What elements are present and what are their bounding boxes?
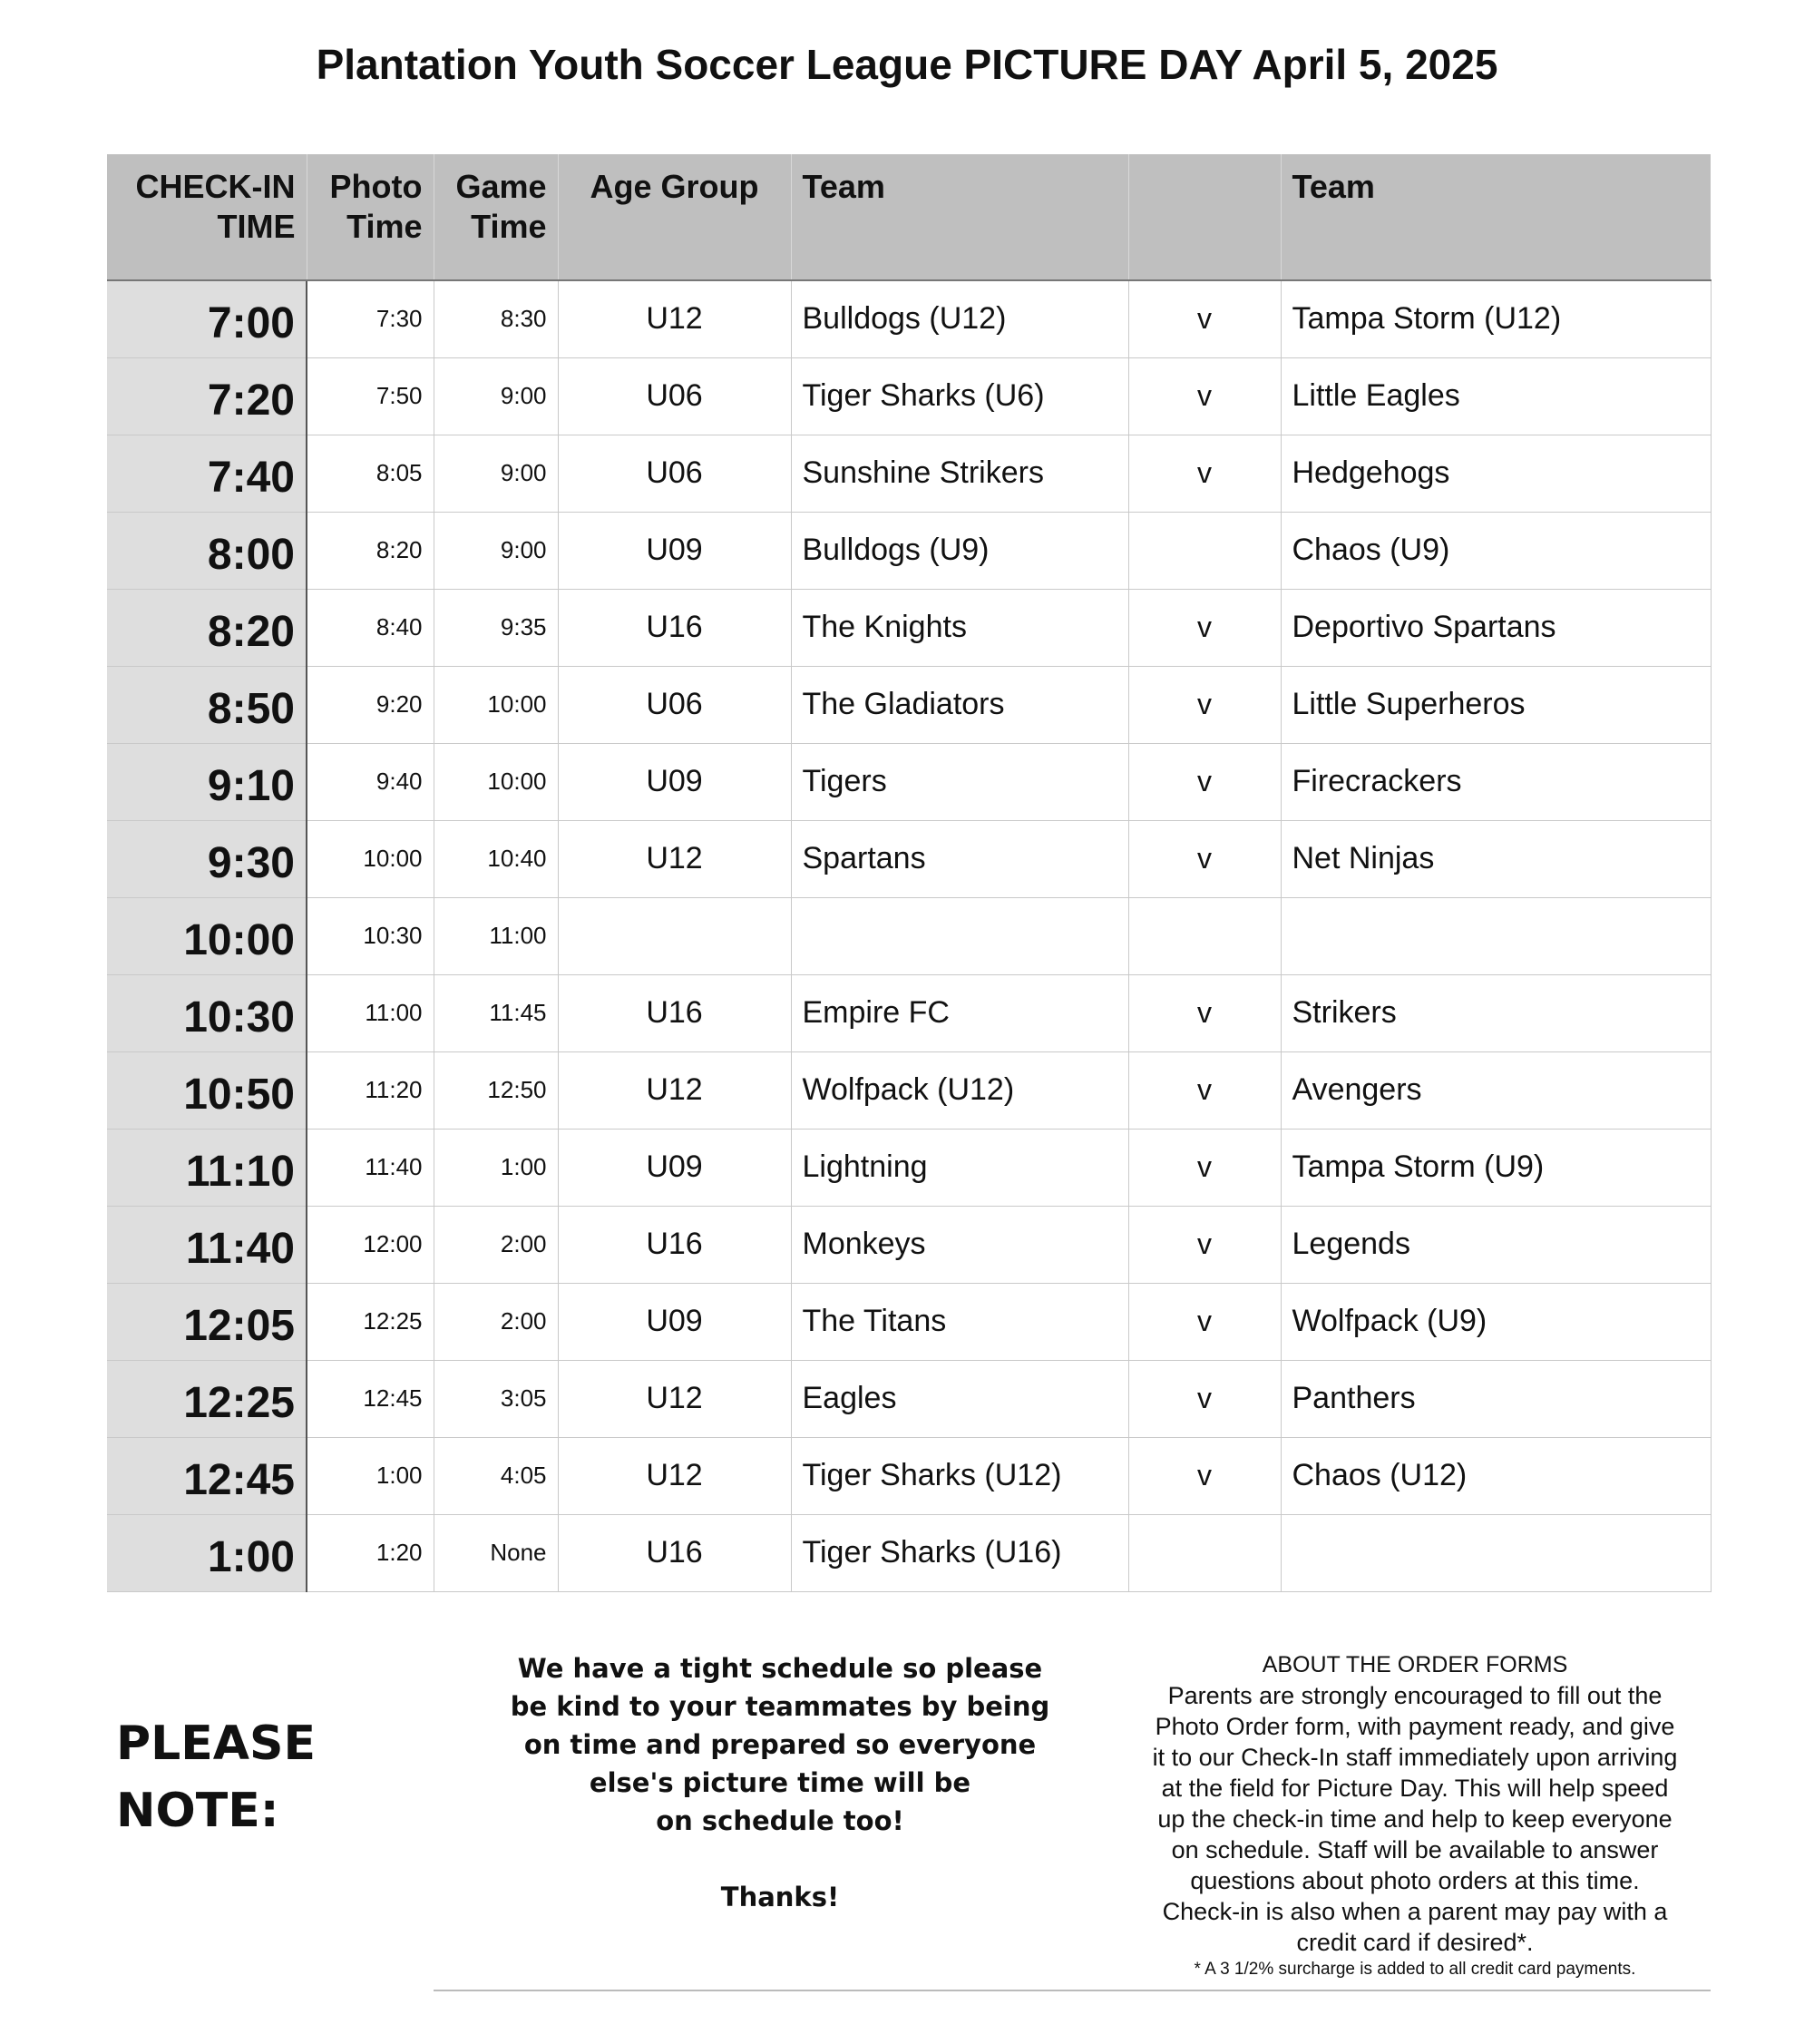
home-team-cell [791, 897, 1128, 974]
home-team-cell: Tigers [791, 743, 1128, 820]
photo-time-cell: 1:00 [307, 1437, 434, 1514]
home-team-cell: Bulldogs (U12) [791, 280, 1128, 357]
table-row [107, 1360, 1711, 1437]
away-team-cell [1281, 897, 1711, 974]
game-time-cell: 11:45 [434, 974, 558, 1051]
photo-time-cell: 12:45 [307, 1360, 434, 1437]
versus-cell [1128, 512, 1281, 589]
table-row [107, 512, 1711, 589]
order-forms-line: at the field for Picture Day. This will help speed [1161, 1775, 1669, 1802]
photo-time-cell: 12:00 [307, 1206, 434, 1283]
versus-cell: v [1128, 1206, 1281, 1283]
header-team-home: Team [791, 154, 1128, 280]
versus-cell [1128, 1514, 1281, 1591]
photo-time-cell: 8:05 [307, 435, 434, 512]
order-forms-info [1125, 1649, 1705, 1981]
reminder-line: be kind to your teammates by being [510, 1691, 1050, 1722]
table-row [107, 1514, 1711, 1591]
home-team-cell: Wolfpack (U12) [791, 1051, 1128, 1129]
order-forms-line: Check-in is also when a parent may pay with a [1162, 1898, 1668, 1925]
reminder-line: on schedule too! [656, 1805, 904, 1836]
header-checkin-time [107, 154, 307, 280]
age-group-cell: U12 [558, 280, 791, 357]
away-team-cell: Net Ninjas [1281, 820, 1711, 897]
table-row [107, 435, 1711, 512]
game-time-cell: 4:05 [434, 1437, 558, 1514]
table-row [107, 1129, 1711, 1206]
age-group-cell: U16 [558, 1206, 791, 1283]
order-forms-heading: ABOUT THE ORDER FORMS [1262, 1652, 1568, 1677]
photo-time-cell: 8:40 [307, 589, 434, 666]
home-team-cell: The Knights [791, 589, 1128, 666]
table-row [107, 357, 1711, 435]
home-team-cell: Monkeys [791, 1206, 1128, 1283]
checkin-time-cell: 7:20 [107, 357, 307, 435]
age-group-cell: U09 [558, 1129, 791, 1206]
photo-time-cell: 10:00 [307, 820, 434, 897]
age-group-cell: U16 [558, 1514, 791, 1591]
header-row [107, 154, 1711, 280]
away-team-cell: Chaos (U9) [1281, 512, 1711, 589]
table-row [107, 589, 1711, 666]
home-team-cell: Empire FC [791, 974, 1128, 1051]
away-team-cell [1281, 1514, 1711, 1591]
reminder-line: else's picture time will be [589, 1767, 971, 1798]
away-team-cell: Little Eagles [1281, 357, 1711, 435]
checkin-time-cell: 7:40 [107, 435, 307, 512]
away-team-cell: Tampa Storm (U9) [1281, 1129, 1711, 1206]
checkin-time-cell: 12:05 [107, 1283, 307, 1360]
photo-time-cell: 9:40 [307, 743, 434, 820]
home-team-cell: Spartans [791, 820, 1128, 897]
checkin-time-cell: 7:00 [107, 280, 307, 357]
please-note-line1: PLEASE [116, 1716, 316, 1771]
table-row [107, 1283, 1711, 1360]
age-group-cell: U06 [558, 357, 791, 435]
surcharge-footnote: * A 3 1/2% surcharge is added to all credit card payments. [1194, 1960, 1636, 1979]
header-age-group: Age Group [558, 154, 791, 280]
photo-time-cell: 9:20 [307, 666, 434, 743]
game-time-cell: 9:35 [434, 589, 558, 666]
table-row [107, 743, 1711, 820]
age-group-cell: U06 [558, 666, 791, 743]
photo-time-cell: 12:25 [307, 1283, 434, 1360]
order-forms-line: credit card if desired*. [1296, 1929, 1534, 1956]
game-time-cell: 2:00 [434, 1283, 558, 1360]
order-forms-line: up the check-in time and help to keep everyone [1157, 1805, 1673, 1833]
checkin-time-cell: 8:20 [107, 589, 307, 666]
checkin-time-cell: 12:45 [107, 1437, 307, 1514]
checkin-time-cell: 1:00 [107, 1514, 307, 1591]
versus-cell: v [1128, 1051, 1281, 1129]
away-team-cell: Wolfpack (U9) [1281, 1283, 1711, 1360]
header-checkin-line2: TIME [217, 208, 296, 245]
away-team-cell: Chaos (U12) [1281, 1437, 1711, 1514]
age-group-cell: U12 [558, 1360, 791, 1437]
age-group-cell: U12 [558, 820, 791, 897]
table-row [107, 897, 1711, 974]
away-team-cell: Little Superheros [1281, 666, 1711, 743]
checkin-time-cell: 9:30 [107, 820, 307, 897]
checkin-time-cell: 10:50 [107, 1051, 307, 1129]
versus-cell: v [1128, 280, 1281, 357]
versus-cell: v [1128, 1129, 1281, 1206]
age-group-cell: U06 [558, 435, 791, 512]
checkin-time-cell: 10:00 [107, 897, 307, 974]
versus-cell: v [1128, 1437, 1281, 1514]
game-time-cell: 3:05 [434, 1360, 558, 1437]
game-time-cell: 2:00 [434, 1206, 558, 1283]
header-checkin-line1: CHECK-IN [135, 168, 296, 205]
table-row [107, 974, 1711, 1051]
age-group-cell: U12 [558, 1437, 791, 1514]
age-group-cell: U16 [558, 974, 791, 1051]
versus-cell: v [1128, 435, 1281, 512]
home-team-cell: Tiger Sharks (U6) [791, 357, 1128, 435]
schedule-table [107, 154, 1712, 1592]
header-vs [1128, 154, 1281, 280]
away-team-cell: Firecrackers [1281, 743, 1711, 820]
home-team-cell: Lightning [791, 1129, 1128, 1206]
order-forms-line: questions about photo orders at this time. [1190, 1867, 1640, 1894]
order-forms-line: Parents are strongly encouraged to fill out the [1167, 1682, 1663, 1709]
header-photo-time [307, 154, 434, 280]
game-time-cell: 9:00 [434, 357, 558, 435]
versus-cell: v [1128, 974, 1281, 1051]
please-note-line2: NOTE: [116, 1784, 279, 1838]
checkin-time-cell: 8:50 [107, 666, 307, 743]
header-game-line2: Time [471, 208, 547, 245]
game-time-cell: 9:00 [434, 512, 558, 589]
age-group-cell: U12 [558, 1051, 791, 1129]
versus-cell: v [1128, 589, 1281, 666]
age-group-cell [558, 897, 791, 974]
home-team-cell: The Gladiators [791, 666, 1128, 743]
table-row [107, 1206, 1711, 1283]
table-row [107, 1437, 1711, 1514]
versus-cell: v [1128, 743, 1281, 820]
reminder-line: on time and prepared so everyone [523, 1729, 1037, 1760]
home-team-cell: Eagles [791, 1360, 1128, 1437]
versus-cell [1128, 897, 1281, 974]
header-game-line1: Game [455, 168, 547, 205]
game-time-cell: 10:00 [434, 666, 558, 743]
order-forms-line: Photo Order form, with payment ready, and give [1155, 1713, 1675, 1740]
game-time-cell: 9:00 [434, 435, 558, 512]
checkin-time-cell: 10:30 [107, 974, 307, 1051]
please-note-label [116, 1710, 316, 1844]
away-team-cell: Avengers [1281, 1051, 1711, 1129]
photo-time-cell: 11:40 [307, 1129, 434, 1206]
header-photo-line2: Time [346, 208, 423, 245]
game-time-cell: 10:40 [434, 820, 558, 897]
schedule-reminder-note [508, 1649, 1052, 1916]
away-team-cell: Strikers [1281, 974, 1711, 1051]
table-row [107, 666, 1711, 743]
photo-time-cell: 7:30 [307, 280, 434, 357]
home-team-cell: Tiger Sharks (U12) [791, 1437, 1128, 1514]
reminder-line: We have a tight schedule so please [517, 1653, 1043, 1684]
photo-time-cell: 11:20 [307, 1051, 434, 1129]
home-team-cell: Bulldogs (U9) [791, 512, 1128, 589]
away-team-cell: Legends [1281, 1206, 1711, 1283]
game-time-cell: 10:00 [434, 743, 558, 820]
header-photo-line1: Photo [329, 168, 423, 205]
away-team-cell: Tampa Storm (U12) [1281, 280, 1711, 357]
checkin-time-cell: 12:25 [107, 1360, 307, 1437]
game-time-cell: None [434, 1514, 558, 1591]
table-row [107, 280, 1711, 357]
checkin-time-cell: 11:40 [107, 1206, 307, 1283]
header-game-time [434, 154, 558, 280]
game-time-cell: 8:30 [434, 280, 558, 357]
bottom-divider [434, 1990, 1711, 1991]
away-team-cell: Panthers [1281, 1360, 1711, 1437]
photo-time-cell: 1:20 [307, 1514, 434, 1591]
table-row [107, 820, 1711, 897]
photo-time-cell: 10:30 [307, 897, 434, 974]
checkin-time-cell: 9:10 [107, 743, 307, 820]
versus-cell: v [1128, 1283, 1281, 1360]
away-team-cell: Deportivo Spartans [1281, 589, 1711, 666]
header-team-away: Team [1281, 154, 1711, 280]
photo-time-cell: 7:50 [307, 357, 434, 435]
age-group-cell: U09 [558, 512, 791, 589]
home-team-cell: The Titans [791, 1283, 1128, 1360]
age-group-cell: U09 [558, 743, 791, 820]
table-row [107, 1051, 1711, 1129]
away-team-cell: Hedgehogs [1281, 435, 1711, 512]
checkin-time-cell: 11:10 [107, 1129, 307, 1206]
order-forms-line: on schedule. Staff will be available to answer [1171, 1836, 1659, 1863]
versus-cell: v [1128, 666, 1281, 743]
versus-cell: v [1128, 1360, 1281, 1437]
versus-cell: v [1128, 357, 1281, 435]
home-team-cell: Tiger Sharks (U16) [791, 1514, 1128, 1591]
age-group-cell: U16 [558, 589, 791, 666]
photo-time-cell: 8:20 [307, 512, 434, 589]
thanks-text: Thanks! [720, 1882, 840, 1912]
page-title: Plantation Youth Soccer League PICTURE DAY April 5, 2025 [316, 41, 1498, 88]
game-time-cell: 1:00 [434, 1129, 558, 1206]
game-time-cell: 12:50 [434, 1051, 558, 1129]
photo-time-cell: 11:00 [307, 974, 434, 1051]
checkin-time-cell: 8:00 [107, 512, 307, 589]
age-group-cell: U09 [558, 1283, 791, 1360]
order-forms-line: it to our Check-In staff immediately upon arriving [1152, 1744, 1678, 1771]
versus-cell: v [1128, 820, 1281, 897]
game-time-cell: 11:00 [434, 897, 558, 974]
home-team-cell: Sunshine Strikers [791, 435, 1128, 512]
